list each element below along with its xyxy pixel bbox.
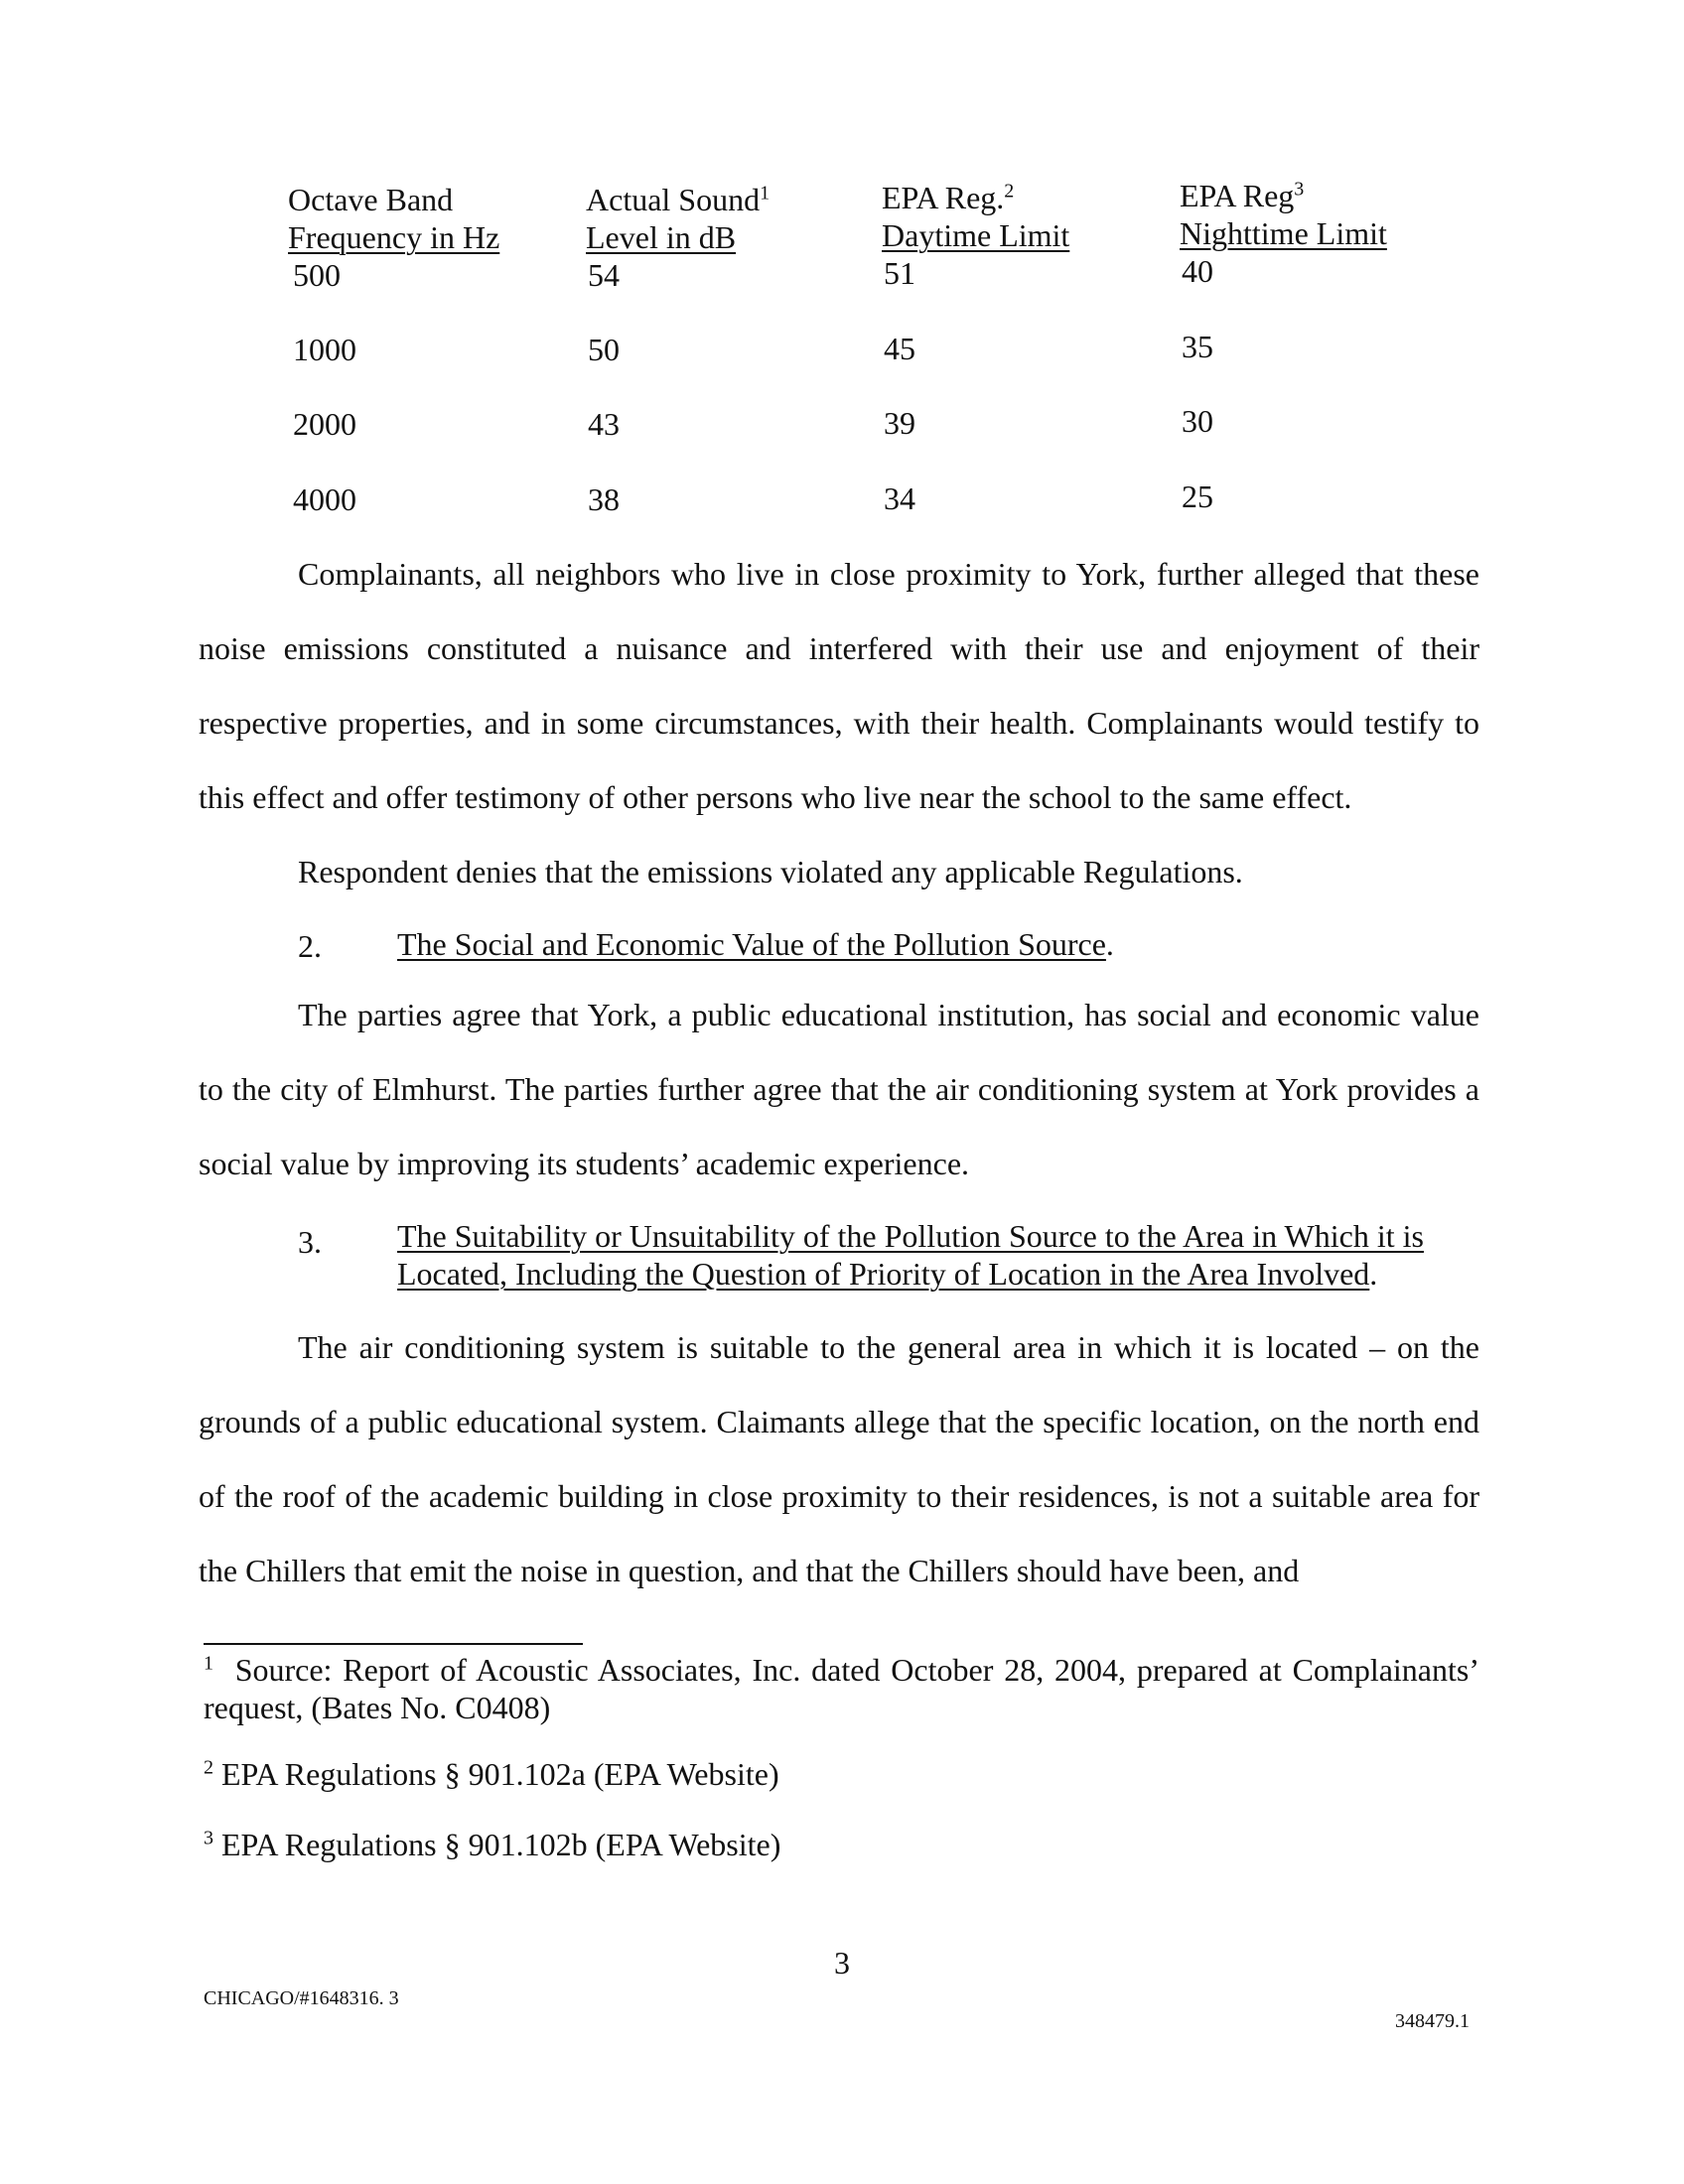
table-cell: 38 [588, 481, 620, 517]
table-cell: 39 [884, 405, 915, 441]
header-line1: Octave Band [288, 182, 454, 217]
page-number: 3 [834, 1945, 850, 1980]
section-heading-2: The Social and Economic Value of the Pollution Source. [397, 926, 1114, 962]
header-line2: Frequency in Hz [288, 219, 500, 255]
table-cell: 43 [588, 406, 620, 442]
table-cell: 25 [1182, 478, 1213, 514]
header-frequency [288, 181, 499, 256]
footnote-number: 1 [204, 1652, 213, 1675]
paragraph-suitability: The air conditioning system is suitable to the general area in which it is located – on the grounds of a public educational system. Claimants allege that the specific location, on the north end of the roof of the academic building in close proximity to their residences, is not a suitable area for the Chillers that emit the noise in question, and that the Chillers should have been, and [199, 1329, 1479, 1588]
paragraph-complainants: Complainants, all neighbors who live in close proximity to York, further alleged that these noise emissions constituted a nuisance and interfered with their use and enjoyment of their respective properties, and in some circumstances, with their health. Complainants would testify to this effect and offer testimony of other persons who live near the school to the same effect. [199, 556, 1479, 815]
footnote-number: 3 [204, 1827, 213, 1849]
section-number-3: 3. [298, 1224, 322, 1260]
header-line2: Daytime Limit [882, 217, 1070, 253]
footnote-ref-1[interactable]: 1 [760, 182, 771, 205]
footnote-2 [204, 1755, 1479, 1793]
paragraph-respondent: Respondent denies that the emissions violated any applicable Regulations. [298, 854, 1243, 889]
table-cell: 51 [884, 255, 915, 291]
footnote-1 [204, 1651, 1479, 1726]
table-cell: 45 [884, 331, 915, 366]
header-line2: Nighttime Limit [1180, 215, 1387, 251]
footnote-divider [204, 1643, 583, 1645]
heading-line1: The Suitability or Unsuitability of the Pollution Source to the Area in Which it is [397, 1218, 1424, 1254]
header-line1: EPA Reg.$^2$ [882, 180, 1015, 215]
header-line2: Level in dB [586, 219, 737, 255]
table-cell: 54 [588, 257, 620, 293]
table-cell: 1000 [293, 332, 356, 367]
table-cell: 35 [1182, 329, 1213, 364]
footnote-ref-3[interactable]: 3 [1294, 178, 1305, 201]
table-cell: 4000 [293, 481, 356, 517]
section-heading-3 [397, 1217, 1489, 1293]
footnote-text: Source: Report of Acoustic Associates, Inc. dated October 28, 2004, prepared at Complainants’ request, (Bates No. C0408) [204, 1652, 1480, 1725]
footnote-3 [204, 1826, 1479, 1863]
footnote-text: EPA Regulations § 901.102b (EPA Website) [221, 1827, 781, 1862]
header-actual-sound [586, 181, 770, 256]
section-number-2: 2. [298, 928, 322, 964]
table-cell: 30 [1182, 403, 1213, 439]
table-cell: 40 [1182, 253, 1213, 289]
heading-line2: Located, Including the Question of Priority of Location in the Area Involved. [397, 1256, 1378, 1292]
table-cell: 2000 [293, 406, 356, 442]
header-epa-nighttime [1180, 177, 1387, 252]
footnote-text: EPA Regulations § 901.102a (EPA Website) [221, 1756, 779, 1792]
table-cell: 34 [884, 480, 915, 516]
table-cell: 500 [293, 257, 341, 293]
paragraph-social-value: The parties agree that York, a public educational institution, has social and economic value to the city of Elmhurst. The parties further agree that the air conditioning system at York provides a social value by improving its students’ academic experience. [199, 997, 1479, 1181]
document-id-left: CHICAGO/#1648316. 3 [204, 1987, 399, 2009]
document-id-right: 348479.1 [1395, 2010, 1470, 2032]
header-epa-daytime [882, 179, 1069, 254]
footnote-number: 2 [204, 1756, 213, 1779]
header-line1: Actual Sound$^1$ [586, 182, 771, 217]
footnote-ref-2[interactable]: 2 [1004, 180, 1015, 203]
table-cell: 50 [588, 332, 620, 367]
header-line1: EPA Reg$^3$ [1180, 178, 1305, 213]
